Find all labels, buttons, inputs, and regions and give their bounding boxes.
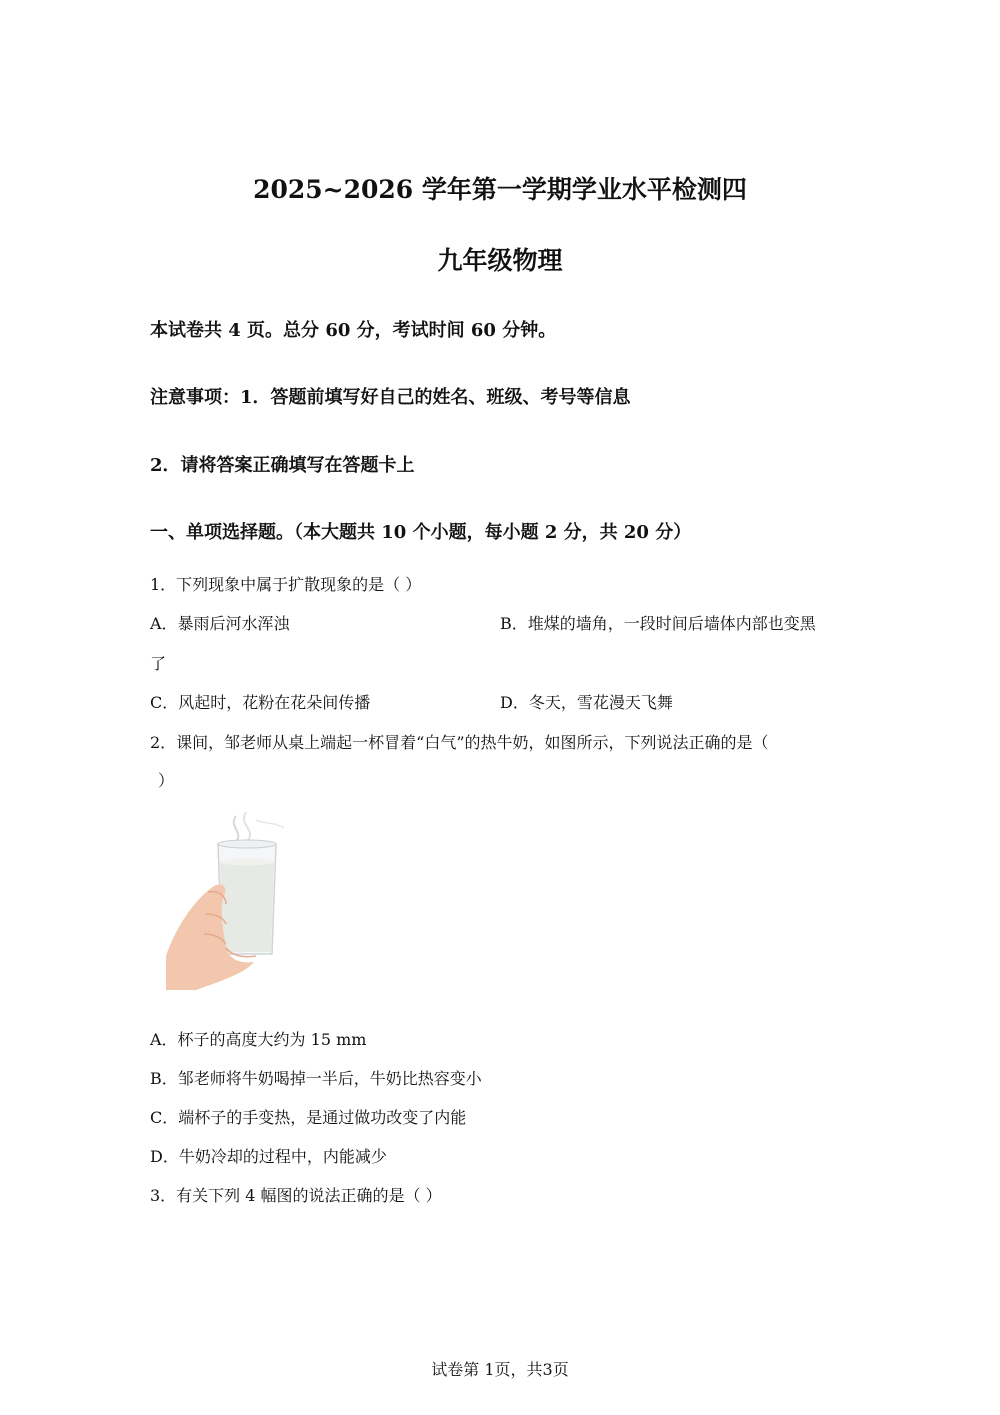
exam-subtitle: 九年级物理 [437,246,563,275]
question-2-option-c: C．端杯子的手变热，是通过做功改变了内能 [150,1108,467,1127]
section-heading: 一、单项选择题。（本大题共 10 个小题，每小题 2 分，共 20 分） [150,522,692,543]
milk-glass-image [166,806,296,990]
question-1-option-c: C．风起时，花粉在花朵间传播 [150,693,371,712]
note-1: 注意事项：1．答题前填写好自己的姓名、班级、考号等信息 [150,387,631,408]
question-1-option-a: A．暴雨后河水浑浊 [150,614,290,633]
question-2-stem: 2．课间，邹老师从桌上端起一杯冒着“白气”的热牛奶，如图所示，下列说法正确的是（ [150,733,769,752]
page-footer: 试卷第 1页，共3页 [431,1360,569,1379]
question-1-option-b-cont: 了 [150,654,167,673]
question-3-stem: 3．有关下列 4 幅图的说法正确的是（ ） [150,1186,442,1205]
question-1-option-b: B．堆煤的墙角，一段时间后墙体内部也变黑 [500,614,816,633]
question-2-stem-cont: ） [158,771,175,790]
question-2-option-d: D．牛奶冷却的过程中，内能减少 [150,1147,387,1166]
exam-info: 本试卷共 4 页。总分 60 分，考试时间 60 分钟。 [150,320,557,341]
question-1-stem: 1．下列现象中属于扩散现象的是（ ） [150,575,422,594]
question-1-option-d: D．冬天，雪花漫天飞舞 [500,693,673,712]
question-2-option-b: B．邹老师将牛奶喝掉一半后，牛奶比热容变小 [150,1069,482,1088]
question-2-option-a: A．杯子的高度大约为 15 mm [150,1030,367,1049]
exam-title: 2025~2026 学年第一学期学业水平检测四 [253,175,747,204]
note-2: 2．请将答案正确填写在答题卡上 [150,455,415,476]
